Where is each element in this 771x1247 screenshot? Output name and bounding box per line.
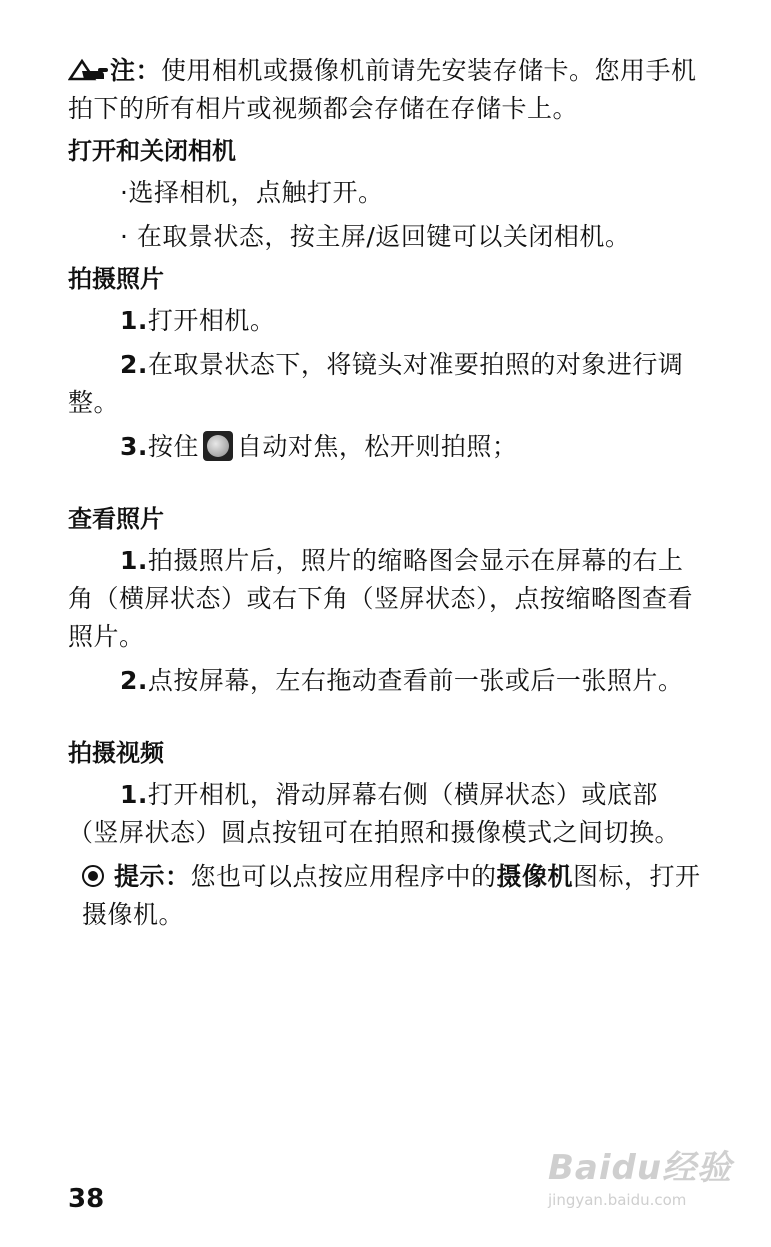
heading-view-photo: 查看照片 — [68, 505, 164, 533]
step-item: 1.打开相机，滑动屏幕右侧（横屏状态）或底部（竖屏状态）圆点按钮可在拍照和摄像模式之间切换。 — [68, 780, 681, 847]
note-paragraph — [68, 52, 708, 128]
note-label: 注： — [110, 56, 162, 85]
step-item: 2.在取景状态下，将镜头对准要拍照的对象进行调整。 — [68, 350, 684, 417]
tip-label: 提示： — [114, 862, 191, 891]
tip-icon — [82, 865, 104, 887]
watermark — [548, 1140, 748, 1220]
pointing-hand-icon — [68, 56, 110, 82]
heading-take-photo: 拍摄照片 — [68, 265, 164, 293]
heading-video: 拍摄视频 — [68, 739, 164, 767]
list-item: · 在取景状态，按主屏/返回键可以关闭相机。 — [120, 222, 631, 251]
page-number: 38 — [68, 1184, 105, 1214]
tip-paragraph: 提示：您也可以点按应用程序中的摄像机图标，打开摄像机。 — [82, 862, 701, 929]
heading-open-close: 打开和关闭相机 — [68, 137, 236, 165]
watermark-url: jingyan.baidu.com — [548, 1191, 687, 1209]
watermark-logo: Baidu经验 — [548, 1148, 733, 1188]
step-item: 1.拍摄照片后，照片的缩略图会显示在屏幕的右上角（横屏状态）或右下角（竖屏状态），点按缩略图查看照片。 — [68, 546, 694, 651]
shutter-button-icon — [203, 431, 233, 461]
list-item: ·选择相机，点触打开。 — [120, 178, 384, 207]
page-content — [68, 52, 708, 934]
step-item: 2.点按屏幕，左右拖动查看前一张或后一张照片。 — [120, 666, 684, 695]
note-text: 使用相机或摄像机前请先安装存储卡。您用手机拍下的所有相片或视频都会存储在存储卡上。 — [68, 56, 697, 123]
step-item: 3.按住 自动对焦，松开则拍照； — [120, 432, 518, 461]
step-item: 1.打开相机。 — [120, 306, 276, 335]
